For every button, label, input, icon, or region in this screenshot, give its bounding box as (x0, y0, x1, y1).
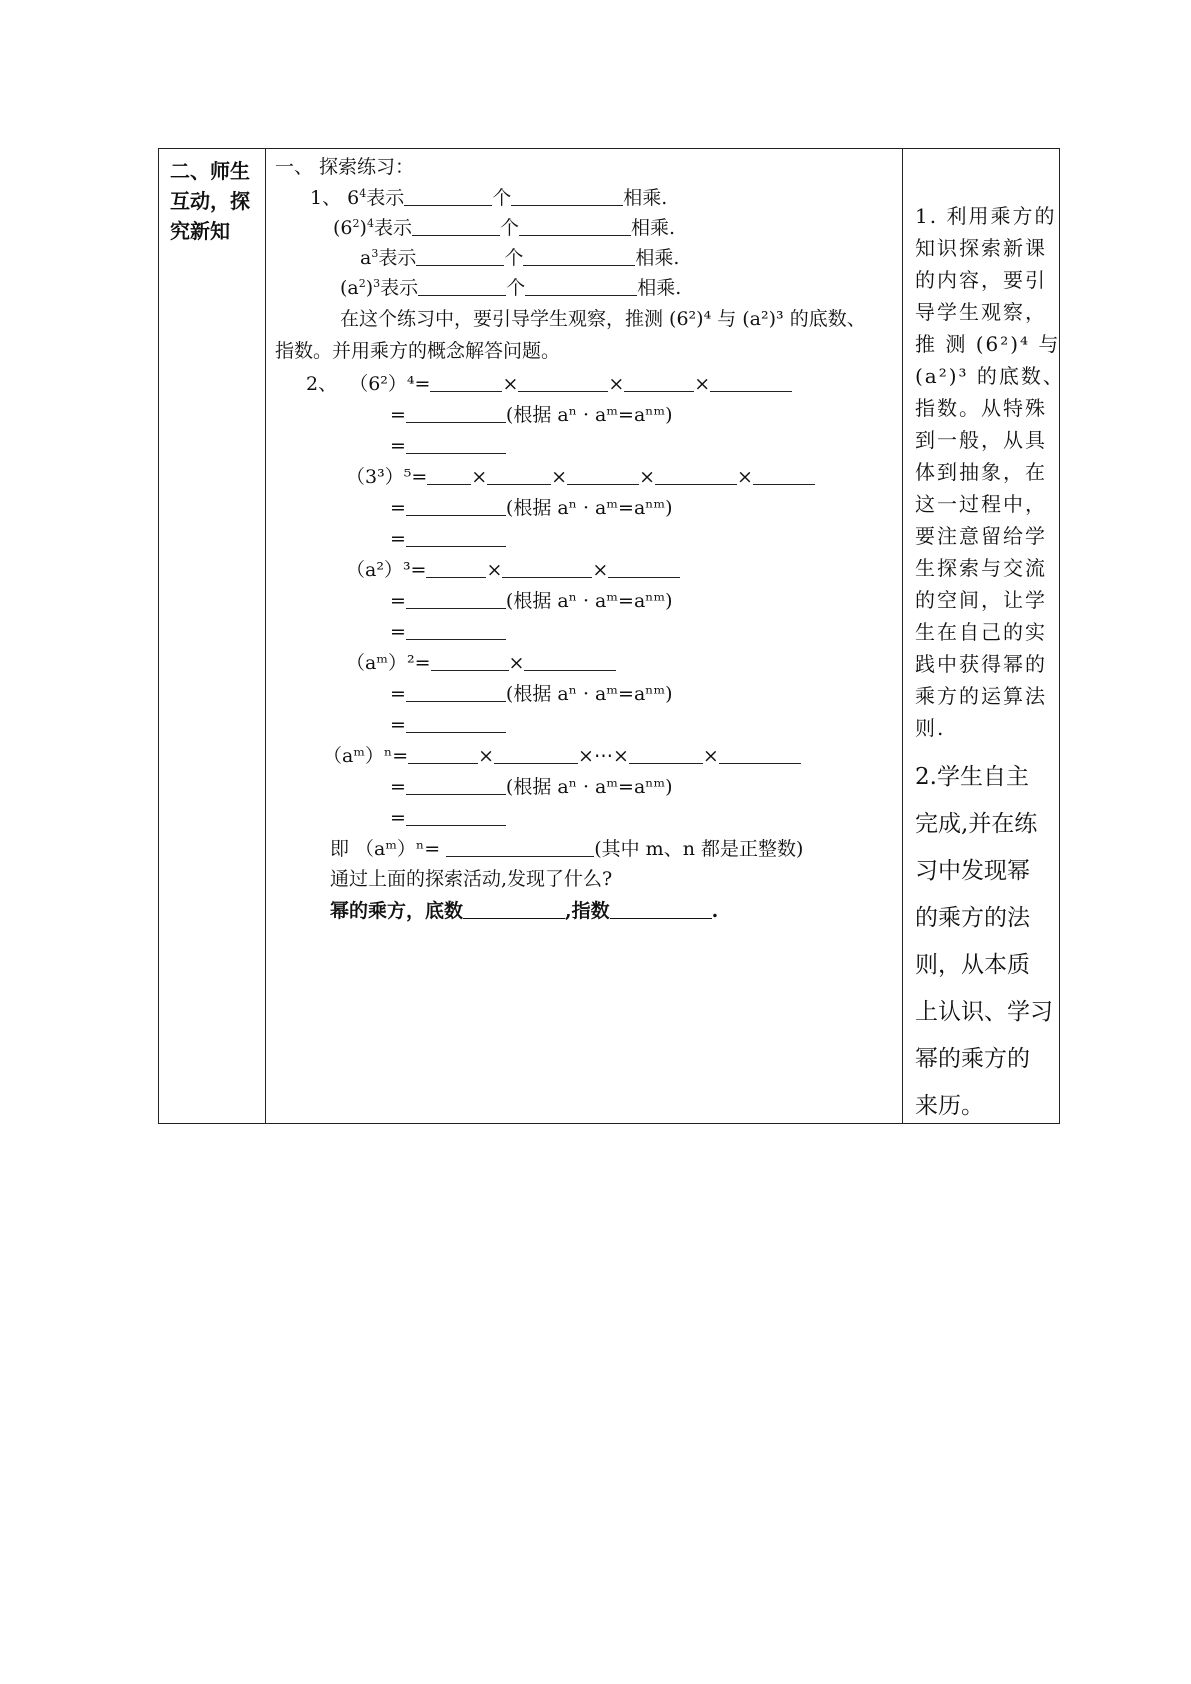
note-line: 完成,并在练 (915, 811, 1038, 837)
answer-blank[interactable] (523, 245, 635, 266)
note-line: 知识探索新课 (915, 236, 1047, 260)
table-divider-left (265, 148, 266, 1124)
guide-text: 指数。并用乘方的概念解答问题。 (275, 340, 561, 362)
note-line: 导学生观察， (915, 300, 1047, 324)
answer-blank[interactable] (406, 712, 506, 733)
exercise-line: 1、 $6^4$表示 个 相乘. (310, 187, 668, 209)
exercise-line: $(a^2)^3$表示 个 相乘. (340, 277, 682, 299)
exercise-line: = (390, 433, 506, 458)
exercise-line: = (390, 712, 506, 737)
note-line: 推 测 (6²)⁴ 与 (915, 332, 1061, 356)
note-line: 上认识、学习 (915, 999, 1053, 1025)
table-divider-right (902, 148, 903, 1124)
answer-blank[interactable] (406, 433, 506, 454)
answer-blank[interactable] (624, 371, 694, 392)
exercise-line: （aᵐ）²= × (346, 650, 616, 675)
answer-blank[interactable] (412, 215, 500, 236)
exercise-line: = (根据 aⁿ · aᵐ=aⁿᵐ) (390, 404, 673, 426)
note-line: 的内容，要引 (915, 268, 1047, 292)
answer-blank[interactable] (408, 743, 478, 764)
exercise-line: = (根据 aⁿ · aᵐ=aⁿᵐ) (390, 497, 673, 519)
note-line: 体到抽象，在 (915, 460, 1047, 484)
answer-blank[interactable] (719, 743, 801, 764)
answer-blank[interactable] (426, 557, 486, 578)
question-line: 通过上面的探索活动,发现了什么? (330, 868, 613, 890)
exercise-line: （3³）⁵= × × × × (346, 464, 815, 489)
exercise-line: 2、 （6²）⁴= × × × (306, 371, 792, 396)
answer-blank[interactable] (406, 774, 506, 795)
answer-blank[interactable] (494, 743, 578, 764)
exercise-line: = (390, 805, 506, 830)
exercise-line: $(6^2)^4$表示 个 相乘. (333, 217, 676, 239)
exercise-line: = (390, 526, 506, 551)
note-line: 的乘方的法 (915, 905, 1030, 931)
answer-blank[interactable] (406, 526, 506, 547)
answer-blank[interactable] (406, 588, 506, 609)
note-line: 1. 利用乘方的 (915, 204, 1057, 228)
answer-blank[interactable] (610, 898, 712, 919)
answer-blank[interactable] (567, 464, 639, 485)
answer-blank[interactable] (430, 371, 502, 392)
note-line: 践中获得幂的 (915, 652, 1047, 676)
answer-blank[interactable] (629, 743, 703, 764)
answer-blank[interactable] (406, 495, 506, 516)
exercise-line: = (根据 aⁿ · aᵐ=aⁿᵐ) (390, 776, 673, 798)
note-line: 的空间，让学 (915, 588, 1047, 612)
section-title: 一、 探索练习： (275, 156, 415, 178)
exercise-line: （aᵐ）ⁿ= × ×⋯× × (323, 743, 801, 768)
note-line: 指数。从特殊 (915, 396, 1047, 420)
answer-blank[interactable] (431, 650, 509, 671)
note-line: 这一过程中， (915, 492, 1047, 516)
conclusion-line: 即 （aᵐ）ⁿ= (其中 m、n 都是正整数) (330, 838, 804, 860)
answer-blank[interactable] (404, 185, 492, 206)
note-line: 要注意留给学 (915, 524, 1047, 548)
answer-blank[interactable] (427, 464, 471, 485)
answer-blank[interactable] (524, 650, 616, 671)
answer-blank[interactable] (406, 402, 506, 423)
answer-blank[interactable] (487, 464, 551, 485)
note-line: 幂的乘方的 (915, 1046, 1030, 1072)
rule-line: 幂的乘方，底数 ,指数 . (330, 900, 719, 922)
answer-blank[interactable] (418, 275, 506, 296)
note-line: 到一般，从具 (915, 428, 1047, 452)
answer-blank[interactable] (518, 371, 608, 392)
exercise-line: = (根据 aⁿ · aᵐ=aⁿᵐ) (390, 590, 673, 612)
answer-blank[interactable] (525, 275, 637, 296)
answer-blank[interactable] (511, 185, 623, 206)
answer-blank[interactable] (710, 371, 792, 392)
note-line: 则. (915, 716, 946, 740)
note-line: (a²)³ 的底数、 (915, 364, 1065, 388)
note-line: 则，从本质 (915, 952, 1030, 978)
exercise-line: $a^3$表示 个 相乘. (360, 247, 680, 269)
stage-label-line: 二、师生 (170, 159, 250, 183)
exercise-line: = (390, 619, 506, 644)
answer-blank[interactable] (502, 557, 592, 578)
answer-blank[interactable] (406, 681, 506, 702)
answer-blank[interactable] (406, 619, 506, 640)
exercise-line: （a²）³= × × (346, 557, 680, 582)
stage-label-line: 究新知 (170, 219, 230, 243)
note-line: 来历。 (915, 1093, 984, 1119)
note-line: 习中发现幂 (915, 858, 1030, 884)
exercise-line: = (根据 aⁿ · aᵐ=aⁿᵐ) (390, 683, 673, 705)
answer-blank[interactable] (753, 464, 815, 485)
answer-blank[interactable] (446, 836, 594, 857)
answer-blank[interactable] (519, 215, 631, 236)
note-line: 2.学生自主 (915, 764, 1029, 790)
answer-blank[interactable] (416, 245, 504, 266)
answer-blank[interactable] (608, 557, 680, 578)
stage-label-line: 互动，探 (170, 189, 250, 213)
note-line: 生探索与交流 (915, 556, 1047, 580)
guide-text: 在这个练习中，要引导学生观察，推测 (6²)⁴ 与 (a²)³ 的底数、 (340, 308, 866, 330)
answer-blank[interactable] (463, 898, 565, 919)
answer-blank[interactable] (406, 805, 506, 826)
note-line: 乘方的运算法 (915, 684, 1047, 708)
note-line: 生在自己的实 (915, 620, 1047, 644)
answer-blank[interactable] (655, 464, 737, 485)
